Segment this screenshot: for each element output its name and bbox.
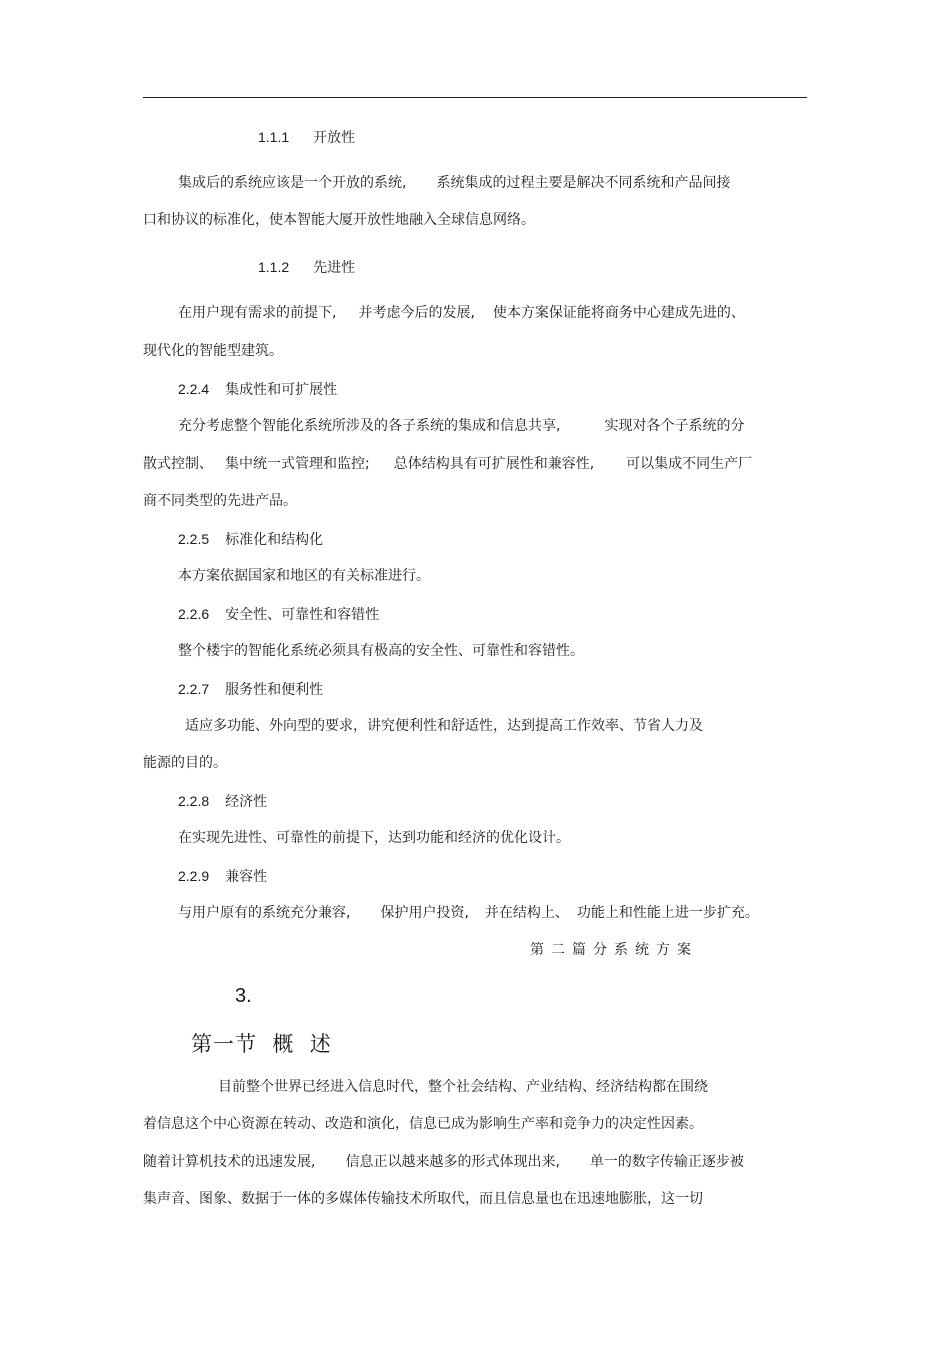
paragraph-open-line-1 bbox=[178, 174, 730, 192]
text-span: 集成后的系统应该是一个开放的系统, bbox=[178, 175, 407, 191]
text-span: 信息正以越来越多的形式体现出来, bbox=[345, 1154, 560, 1170]
paragraph-open-line-2: 口和协议的标准化，使本智能大厦开放性地融入全球信息网络。 bbox=[143, 212, 535, 228]
paragraph-service-line-1: 适应多功能、外向型的要求，讲究便利性和舒适性，达到提高工作效率、节省人力及 bbox=[185, 718, 703, 734]
heading-title: 标准化和结构化 bbox=[225, 532, 324, 548]
overview-line-4: 集声音、图象、数据于一体的多媒体传输技术所取代，而且信息量也在迅速地膨胀，这一切 bbox=[143, 1191, 703, 1207]
text-span: 随着计算机技术的迅速发展, bbox=[143, 1154, 316, 1170]
heading-title: 经济性 bbox=[225, 794, 268, 810]
header-rule bbox=[143, 97, 807, 98]
heading-1-1-2 bbox=[258, 258, 355, 277]
text-span: 总体结构具有可扩展性和兼容性, bbox=[393, 456, 595, 472]
paragraph-integration-line-3: 商不同类型的先进产品。 bbox=[143, 493, 297, 509]
paragraph-compat-line-1 bbox=[178, 904, 759, 922]
paragraph-advanced-line-1 bbox=[178, 304, 745, 322]
heading-2-2-7 bbox=[178, 680, 323, 699]
heading-title: 安全性、可靠性和容错性 bbox=[225, 607, 380, 623]
text-span: 散式控制、 bbox=[143, 456, 213, 472]
heading-number: 2.2.7 bbox=[178, 681, 210, 697]
heading-2-2-8 bbox=[178, 792, 267, 811]
text-span: 使本方案保证能将商务中心建成先进的、 bbox=[492, 305, 745, 321]
text-span: 系统集成的过程主要是解决不同系统和产品间接 bbox=[436, 175, 731, 191]
paragraph-service-line-2: 能源的目的。 bbox=[143, 755, 227, 771]
heading-2-2-9 bbox=[178, 867, 267, 886]
paragraph-standard-line-1: 本方案依据国家和地区的有关标准进行。 bbox=[178, 568, 430, 584]
part-title: 第二篇分系统方案 bbox=[530, 942, 698, 958]
section-title: 第一节 概 述 bbox=[191, 1032, 332, 1056]
overview-line-1: 目前整个世界已经进入信息时代，整个社会结构、产业结构、经济结构都在围绕 bbox=[218, 1079, 708, 1095]
paragraph-economy-line-1: 在实现先进性、可靠性的前提下，达到功能和经济的优化设计。 bbox=[178, 830, 570, 846]
heading-title: 兼容性 bbox=[225, 869, 268, 885]
heading-title: 服务性和便利性 bbox=[225, 682, 324, 698]
paragraph-integration-line-1 bbox=[178, 417, 744, 435]
text-span: 功能上和性能上进一步扩充。 bbox=[576, 905, 759, 921]
text-span: 集中统一式管理和监控; bbox=[225, 456, 370, 472]
heading-title: 先进性 bbox=[313, 260, 356, 276]
heading-number: 2.2.9 bbox=[178, 868, 210, 884]
paragraph-integration-line-2 bbox=[143, 455, 752, 473]
text-span: 与用户原有的系统充分兼容, bbox=[178, 905, 351, 921]
paragraph-safety-line-1: 整个楼宇的智能化系统必须具有极高的安全性、可靠性和容错性。 bbox=[178, 643, 584, 659]
heading-2-2-4 bbox=[178, 380, 337, 399]
heading-number: 1.1.1 bbox=[258, 129, 290, 145]
heading-1-1-1 bbox=[258, 128, 355, 147]
heading-number: 2.2.6 bbox=[178, 606, 210, 622]
text-span: 实现对各个子系统的分 bbox=[604, 418, 745, 434]
chapter-number: 3. bbox=[235, 985, 252, 1007]
text-span: 并在结构上、 bbox=[484, 905, 569, 921]
heading-title: 集成性和可扩展性 bbox=[225, 382, 338, 398]
text-span: 单一的数字传输正逐步被 bbox=[589, 1154, 744, 1170]
heading-number: 2.2.5 bbox=[178, 531, 210, 547]
heading-2-2-6 bbox=[178, 605, 379, 624]
text-span: 并考虑今后的发展, bbox=[358, 305, 475, 321]
text-span: 可以集成不同生产厂 bbox=[626, 456, 753, 472]
text-span: 保护用户投资, bbox=[380, 905, 469, 921]
heading-number: 1.1.2 bbox=[258, 259, 290, 275]
paragraph-advanced-line-2: 现代化的智能型建筑。 bbox=[143, 343, 283, 359]
text-span: 充分考虑整个智能化系统所涉及的各子系统的集成和信息共享, bbox=[178, 418, 561, 434]
text-span: 在用户现有需求的前提下, bbox=[178, 305, 337, 321]
overview-line-3 bbox=[143, 1153, 744, 1171]
heading-title: 开放性 bbox=[313, 130, 356, 146]
heading-number: 2.2.4 bbox=[178, 381, 210, 397]
overview-line-2: 着信息这个中心资源在转动、改造和演化，信息已成为影响生产率和竞争力的决定性因素。 bbox=[143, 1116, 703, 1132]
heading-2-2-5 bbox=[178, 530, 323, 549]
heading-number: 2.2.8 bbox=[178, 793, 210, 809]
